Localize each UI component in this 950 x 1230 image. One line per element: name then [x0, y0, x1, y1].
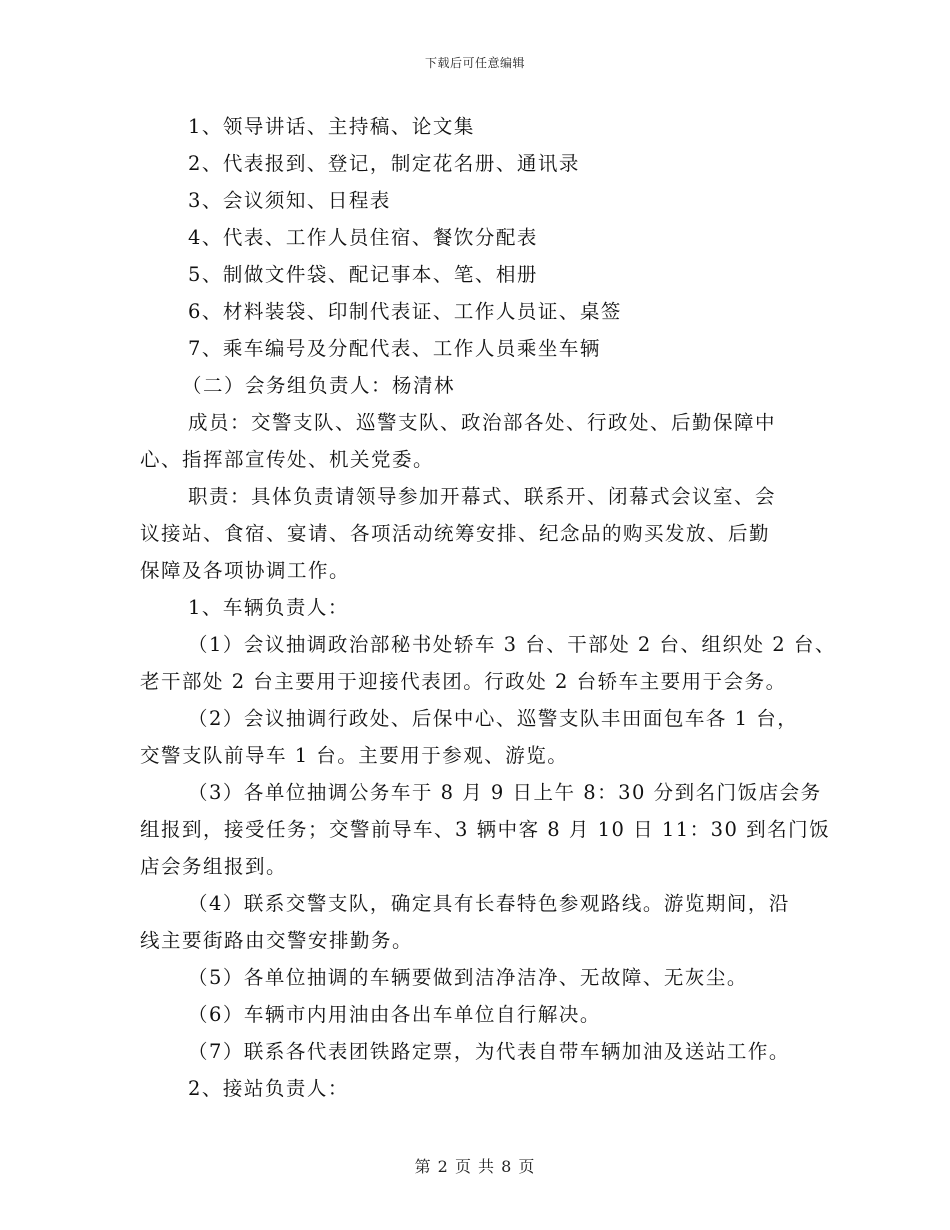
list-item-4: 4、代表、工作人员住宿、餐饮分配表 [188, 226, 538, 249]
vehicle-item-2-line-1: （2）会议抽调行政处、后保中心、巡警支队丰田面包车各 1 台， [188, 707, 799, 730]
document-body [140, 108, 836, 1107]
list-item-1: 1、领导讲话、主持稿、论文集 [188, 115, 475, 138]
vehicle-item-4-line-2: 线主要街路由交警安排勤务。 [140, 929, 414, 952]
section-heading: （二）会务组负责人：杨清林 [182, 374, 456, 397]
vehicle-item-1-line-2: 老干部处 2 台主要用于迎接代表团。行政处 2 台轿车主要用于会务。 [140, 670, 787, 693]
duties-line-1: 职责：具体负责请领导参加开幕式、联系开、闭幕式会议室、会 [188, 485, 777, 508]
members-line-2: 心、指挥部宣传处、机关党委。 [140, 448, 435, 471]
page-header: 下载后可任意编辑 [424, 56, 525, 70]
vehicle-item-3-line-2: 组报到，接受任务；交警前导车、3 辆中客 8 月 10 日 11：30 到名门饭 [140, 818, 831, 841]
duties-line-2: 议接站、食宿、宴请、各项活动统筹安排、纪念品的购买发放、后勤 [140, 522, 771, 545]
vehicle-item-3-line-3: 店会务组报到。 [140, 855, 288, 878]
vehicle-item-6: （6）车辆市内用油由各出车单位自行解决。 [188, 1003, 601, 1026]
vehicle-item-3-line-1: （3）各单位抽调公务车于 8 月 9 日上午 8：30 分到名门饭店会务 [188, 781, 822, 804]
vehicle-item-5: （5）各单位抽调的车辆要做到洁净洁净、无故障、无灰尘。 [188, 966, 748, 989]
members-line-1: 成员：交警支队、巡警支队、政治部各处、行政处、后勤保障中 [188, 411, 777, 434]
duties-line-3: 保障及各项协调工作。 [140, 559, 351, 582]
vehicle-item-7: （7）联系各代表团铁路定票，为代表自带车辆加油及送站工作。 [188, 1040, 790, 1063]
list-item-2: 2、代表报到、登记，制定花名册、通讯录 [188, 152, 580, 175]
page-number: 第 2 页 共 8 页 [414, 1157, 536, 1176]
pickup-heading: 2、接站负责人： [188, 1077, 349, 1100]
vehicle-item-1-line-1: （1）会议抽调政治部秘书处轿车 3 台、干部处 2 台、组织处 2 台、 [188, 633, 836, 656]
vehicle-item-4-line-1: （4）联系交警支队，确定具有长春特色参观路线。游览期间，沿 [188, 892, 790, 915]
vehicle-item-2-line-2: 交警支队前导车 1 台。主要用于参观、游览。 [140, 744, 569, 767]
list-item-5: 5、制做文件袋、配记事本、笔、相册 [188, 263, 538, 286]
vehicle-heading: 1、车辆负责人： [188, 596, 349, 619]
list-item-6: 6、材料装袋、印制代表证、工作人员证、桌签 [188, 300, 622, 323]
list-item-7: 7、乘车编号及分配代表、工作人员乘坐车辆 [188, 337, 601, 360]
list-item-3: 3、会议须知、日程表 [188, 189, 391, 212]
